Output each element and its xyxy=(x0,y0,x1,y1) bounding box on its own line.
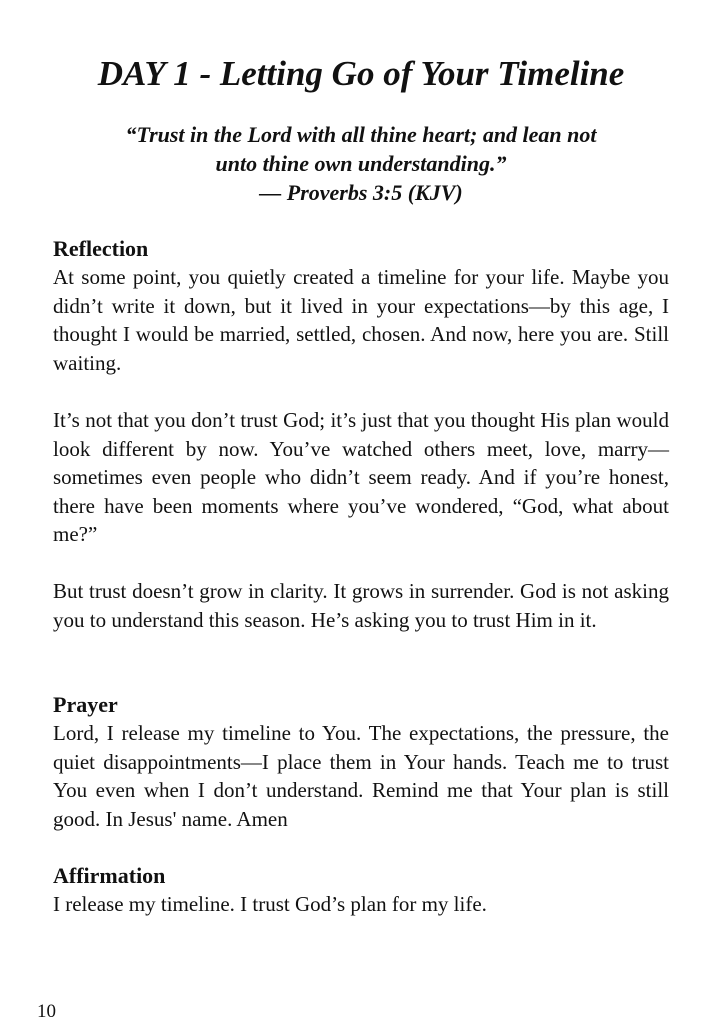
reflection-heading: Reflection xyxy=(53,236,149,261)
page-number: 10 xyxy=(37,1001,56,1022)
scripture-quote xyxy=(53,120,669,207)
page-title: DAY 1 - Letting Go of Your Timeline xyxy=(97,54,625,93)
affirmation-heading: Affirmation xyxy=(53,863,166,888)
prayer-heading: Prayer xyxy=(53,692,118,717)
reflection-paragraph-3: But trust doesn’t grow in clarity. It grows in surrender. God is not asking you to understand this season. He’s asking you to trust Him in it. xyxy=(53,579,669,632)
verse-line-2: unto thine own understanding.” xyxy=(215,151,507,176)
affirmation-text: I release my timeline. I trust God’s plan for my life. xyxy=(53,892,487,916)
prayer-text: Lord, I release my timeline to You. The expectations, the pressure, the quiet disappointments—I place them in Your hands. Teach me to trust You even when I don’t understand. Remind me that Your plan is still good. In Jesus' name. Amen xyxy=(53,721,669,831)
verse-line-1: “Trust in the Lord with all thine heart; and lean not xyxy=(125,122,597,147)
verse-reference: — Proverbs 3:5 (KJV) xyxy=(259,180,463,205)
reflection-paragraph-1: At some point, you quietly created a timeline for your life. Maybe you didn’t write it down, but it lived in your expectations—by this age, I thought I would be married, settled, chosen. And now, here you are. Still waiting. xyxy=(53,265,669,375)
reflection-paragraph-2: It’s not that you don’t trust God; it’s just that you thought His plan would look different by now. You’ve watched others meet, love, marry—sometimes even people who didn’t seem ready. And if you’re honest, there have been moments where you’ve wondered, “God, what about me?” xyxy=(53,408,669,547)
